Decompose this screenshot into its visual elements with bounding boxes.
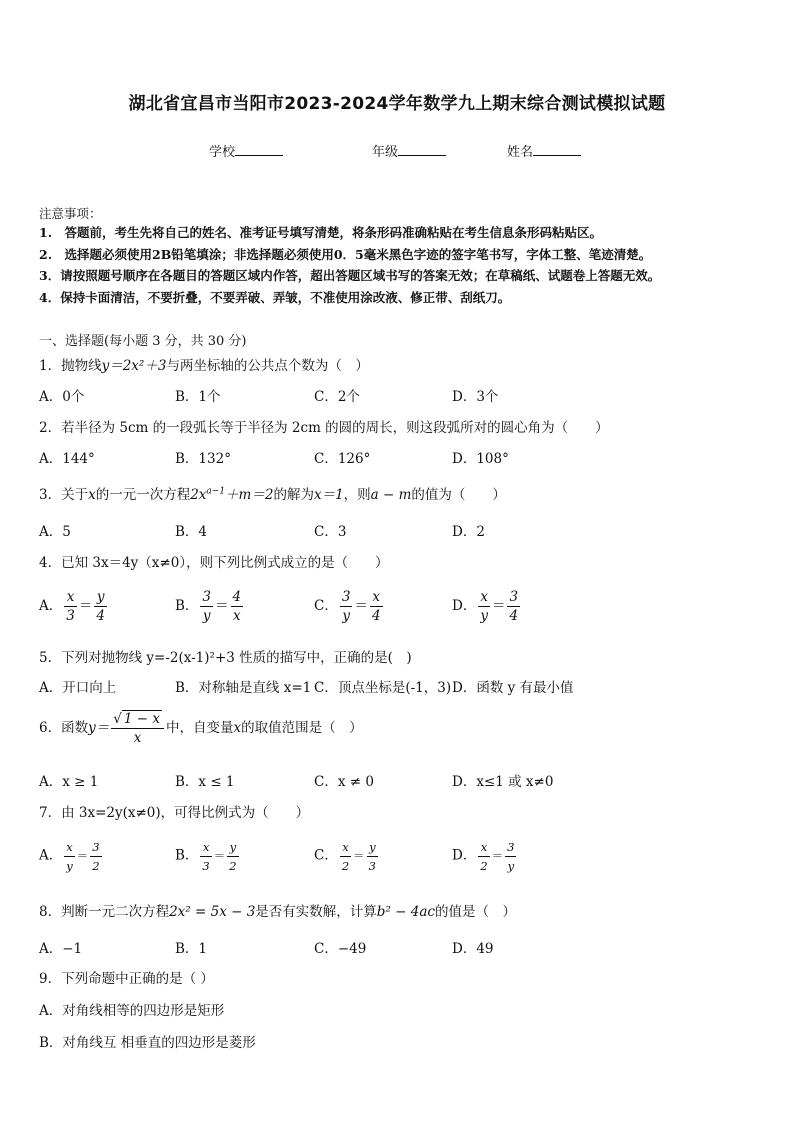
q7-option-a: A． $\frac{x}{y}$ ＝ $\frac{3}{2}$ [39, 840, 100, 873]
q7-option-d-label: D． [452, 847, 477, 864]
school-blank [235, 143, 283, 156]
denominator: 3 [66, 608, 75, 624]
numerator: x [478, 838, 489, 857]
denominator: 2 [480, 859, 488, 873]
question-1 [39, 354, 369, 374]
fraction [231, 588, 244, 625]
q8-eq: 2x² = 5x − 3 [169, 904, 256, 920]
fraction [507, 588, 520, 625]
q2-option-d: D．108° [452, 451, 509, 467]
fraction [478, 838, 489, 875]
question-5: 5．下列对抛物线 y=-2(x-1)²+3 性质的描写中，正确的是( ) [39, 650, 412, 666]
grade-label: 年级 [372, 145, 399, 160]
fraction [90, 838, 101, 875]
q5-option-b: B．对称轴是直线 x=1 [175, 680, 312, 696]
section-heading: 一、选择题(每小题 3 分，共 30 分) [39, 334, 247, 349]
q4-option-d-label: D． [452, 598, 477, 614]
fraction [64, 588, 77, 625]
q4-option-c-label: C． [314, 598, 338, 614]
q1-pre: 1．抛物线 [39, 358, 102, 374]
q7-option-c: C． $\frac{x}{2}$ ＝ $\frac{y}{3}$ [314, 840, 376, 873]
numerator: y [94, 588, 107, 607]
q8-option-d: D．49 [452, 941, 494, 957]
numerator: y [367, 838, 378, 857]
fraction [340, 838, 351, 875]
q1-post: 与两坐标轴的公共点个数为（ ） [166, 358, 369, 374]
numerator: 3 [509, 589, 519, 605]
q6-option-c: C．x ≠ 0 [314, 774, 374, 790]
q3-mid3: ，则 [343, 487, 371, 503]
name-blank [533, 143, 581, 156]
q1-option-a: A．0个 [39, 389, 85, 405]
q1-option-d: D．3个 [452, 389, 499, 405]
q7-option-c-label: C． [314, 847, 338, 864]
denominator: 4 [371, 608, 381, 624]
denominator: y [202, 608, 211, 624]
numerator: x [64, 588, 77, 607]
q3-option-c: C．3 [314, 524, 347, 540]
q8-post: 的值是（ ） [434, 904, 516, 920]
fraction [200, 588, 213, 625]
numerator: √ 1 − x [111, 710, 164, 729]
question-2: 2．若半径为 5cm 的一段弧长等于半径为 2cm 的圆的周长，则这段弧所对的圆心角为（ ） [39, 420, 609, 436]
q8-mid: 是否有实数解，计算 [255, 904, 377, 920]
denominator: y [507, 859, 515, 873]
numerator: 3 [202, 589, 212, 605]
q3-am: a − m [370, 487, 412, 503]
fraction [111, 710, 164, 747]
q7-option-b: B． $\frac{x}{3}$ ＝ $\frac{y}{2}$ [175, 840, 237, 873]
q3-post: 的值为（ ） [411, 487, 506, 503]
q3-pre: 3．关于 [39, 487, 89, 503]
school-label: 学校 [209, 145, 236, 160]
denominator: x [133, 730, 142, 746]
numerator: x [370, 588, 383, 607]
numerator: 3 [505, 838, 516, 857]
denominator: 4 [509, 608, 519, 624]
fraction [64, 838, 75, 875]
q6-option-a: A．x ≥ 1 [39, 774, 99, 790]
denominator: 3 [202, 859, 210, 873]
denominator: 2 [341, 859, 350, 873]
q1-expr: y＝2x²＋3 [101, 358, 167, 374]
notice-item: 1. 答题前，考生先将自己的姓名、准考证号填写清楚，将条形码准确粘贴在考生信息条形码粘贴区。 [39, 225, 603, 240]
q8-option-c: C．−49 [314, 941, 367, 957]
q7-option-b-label: B． [175, 847, 199, 864]
radicand: 1 − x [123, 711, 160, 727]
q1-option-c: C．2个 [314, 389, 360, 405]
denominator: 2 [229, 859, 237, 873]
denominator: 4 [96, 608, 105, 624]
q3-option-d: D．2 [452, 524, 485, 540]
q4-option-a-label: A． [39, 598, 63, 614]
fraction [200, 838, 211, 875]
denominator: y [480, 608, 488, 624]
q3-var: x [88, 487, 96, 503]
q4-option-b: B． $\frac{3}{y}$ ＝ $\frac{4}{x}$ [175, 589, 242, 624]
q6-post: 中，自变量 [165, 720, 234, 736]
q7-option-a-label: A． [39, 847, 63, 864]
grade-field [372, 141, 446, 160]
fraction [370, 588, 383, 625]
q3-mid: 的一元一次方程 [95, 487, 191, 503]
numerator: x [64, 838, 75, 857]
q8-pre: 8．判断一元二次方程 [39, 904, 170, 920]
q5-option-c: C．顶点坐标是(-1，3) [314, 680, 452, 696]
q1-option-b: B．1个 [175, 389, 221, 405]
name-field [507, 141, 581, 160]
q3-option-b: B．4 [175, 524, 208, 540]
denominator: y [342, 608, 350, 624]
q8-disc: b² − 4ac [376, 904, 435, 920]
question-4: 4．已知 3x＝4y（x≠0），则下列比例式成立的是（ ） [39, 555, 389, 571]
numerator: 4 [232, 589, 242, 605]
q3-sol: x＝1 [313, 487, 344, 503]
q4-option-a: A． $\frac{x}{3}$ ＝ $\frac{y}{4}$ [39, 589, 105, 624]
question-3 [39, 483, 506, 503]
name-label: 姓名 [507, 145, 534, 160]
fraction [367, 838, 378, 875]
fraction [340, 588, 353, 625]
q4-option-d: D． $\frac{x}{y}$ ＝ $\frac{3}{4}$ [452, 589, 519, 624]
q4-option-c: C． $\frac{3}{y}$ ＝ $\frac{x}{4}$ [314, 589, 381, 624]
q2-option-c: C．126° [314, 451, 371, 467]
notice-title: 注意事项： [39, 206, 102, 221]
notice-item: 4．保持卡面清洁，不要折叠，不要弄破、弄皱，不准使用涂改液、修正带、刮纸刀。 [39, 290, 511, 305]
numerator: 3 [90, 838, 101, 857]
q4-option-b-label: B． [175, 598, 199, 614]
q6-option-d: D．x≤1 或 x≠0 [452, 774, 554, 790]
q8-option-a: A．−1 [39, 941, 83, 957]
q3-option-a: A．5 [39, 524, 71, 540]
numerator: x [478, 588, 490, 607]
q6-post2: 的取值范围是（ ） [241, 720, 363, 736]
q6-pre: 6．函数 [39, 720, 89, 736]
denominator: y [66, 859, 73, 873]
page-title: 湖北省宜昌市当阳市2023-2024学年数学九上期末综合测试模拟试题 [128, 94, 666, 114]
denominator: 2 [92, 859, 100, 873]
question-8 [39, 900, 516, 920]
q6-var: x [233, 720, 242, 736]
q3-eq: $2x^{a-1}+m=2$ [190, 486, 274, 503]
q2-option-b: B．132° [175, 451, 231, 467]
denominator: 3 [368, 859, 376, 873]
q9-option-b: B．对角线互 相垂直的四边形是菱形 [39, 1035, 256, 1051]
numerator: x [200, 838, 211, 857]
q5-option-a: A．开口向上 [39, 680, 117, 696]
q3-mid2: 的解为 [273, 487, 314, 503]
fraction [227, 838, 238, 875]
school-field [209, 141, 283, 160]
notice-item: 3．请按照题号顺序在各题目的答题区域内作答，超出答题区域书写的答案无效；在草稿纸、试题卷上答题无效。 [39, 268, 661, 283]
notice-item: 2. 选择题必须使用2B铅笔填涂；非选择题必须使用0．5毫米黑色字迹的签字笔书写，字体工整、笔迹清楚。 [39, 247, 652, 262]
fraction [478, 588, 490, 625]
q9-option-a: A．对角线相等的四边形是矩形 [39, 1003, 225, 1019]
denominator: x [233, 608, 241, 624]
grade-blank [398, 143, 446, 156]
fraction [94, 588, 107, 625]
q5-option-d: D．函数 y 有最小值 [452, 680, 574, 696]
q6-option-b: B．x ≤ 1 [175, 774, 235, 790]
question-7: 7．由 3x=2y(x≠0)，可得比例式为（ ） [39, 805, 310, 821]
question-6 [39, 710, 363, 747]
fraction [505, 838, 516, 875]
question-9: 9．下列命题中正确的是（ ） [39, 971, 214, 987]
q2-option-a: A．144° [39, 451, 95, 467]
q8-option-b: B．1 [175, 941, 208, 957]
q6-func-y: y＝ [88, 720, 110, 736]
numerator: x [340, 838, 351, 857]
numerator: y [227, 838, 238, 857]
numerator: 3 [341, 589, 351, 605]
q7-option-d: D． $\frac{x}{2}$ ＝ $\frac{3}{y}$ [452, 840, 515, 873]
